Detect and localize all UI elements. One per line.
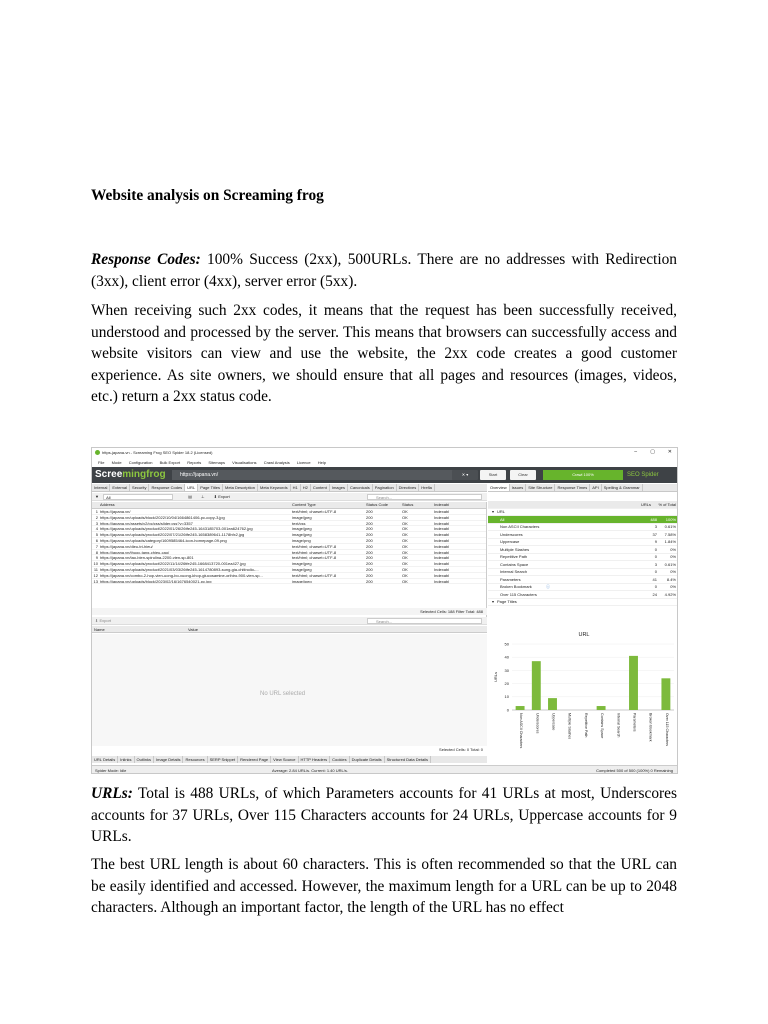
tab-external[interactable]: External: [110, 484, 130, 492]
url-issue-cell: 0%: [670, 546, 676, 552]
url-issue-cell: 0: [654, 546, 657, 552]
details-pane: [92, 626, 487, 764]
url-input[interactable]: https://japana.vn/: [172, 470, 464, 480]
menu-reports[interactable]: Reports: [187, 460, 202, 465]
url-issue-cell: 24: [652, 591, 657, 597]
url-issue-cell: 488: [650, 516, 657, 522]
table-cell: 11: [93, 566, 98, 572]
tab-view-source[interactable]: View Source: [271, 756, 298, 763]
table-cell: 5: [95, 532, 98, 538]
table-cell: Indexabl: [434, 526, 450, 532]
x-tick-label: Broken Bookmark: [648, 713, 653, 742]
x-tick-label: Internal Search: [616, 713, 621, 738]
y-axis-label: URLs: [493, 671, 498, 683]
table-cell: image/jpeg: [292, 526, 312, 532]
minimize-button[interactable]: –: [634, 449, 637, 455]
bottom-tabs: [92, 756, 487, 763]
column-header[interactable]: Status: [402, 502, 414, 507]
tab-structured-data-details[interactable]: Structured Data Details: [385, 756, 431, 763]
tab-spelling-grammar[interactable]: Spelling & Grammar: [602, 484, 643, 492]
screaming-frog-logo: Screemingfrog: [95, 469, 166, 480]
table-cell: 200: [366, 514, 373, 520]
url-issue-cell: 0.61%: [664, 561, 676, 567]
url-issue-cell: 0: [654, 554, 657, 559]
page-titles-section-header[interactable]: ▾ Page Titles: [488, 599, 678, 607]
table-cell: 4: [95, 526, 98, 532]
table-cell: https://japana.vn/uploads/block/2022/10/04/1664861406-pc-copy-3.jpg: [100, 514, 225, 520]
url-issue-cell: Underscores: [500, 531, 523, 537]
url-issue-cell: 0%: [670, 584, 676, 589]
url-issue-cell: 41: [652, 576, 657, 582]
tab-security[interactable]: Security: [130, 484, 149, 492]
table-cell: Indexabl: [434, 561, 450, 567]
logo-text-c: frog: [146, 469, 166, 480]
tab-image-details[interactable]: Image Details: [154, 756, 183, 763]
tab-serp-snippet[interactable]: SERP Snippet: [208, 756, 239, 763]
table-cell: 200: [366, 520, 373, 526]
table-cell: Indexabl: [434, 555, 450, 561]
tab-h2[interactable]: H2: [301, 484, 311, 492]
table-cell: 200: [366, 578, 373, 584]
y-tick-label: 30: [504, 667, 509, 673]
table-cell: image/jpeg: [292, 566, 312, 572]
table-cell: OK: [402, 537, 408, 543]
table-cell: 3: [95, 520, 98, 526]
frog-app-icon: [95, 450, 100, 455]
table-cell: OK: [402, 572, 408, 578]
table-cell: OK: [402, 514, 408, 520]
url-issue-cell: Repetitive Path: [500, 554, 528, 559]
search-input[interactable]: Search...: [367, 494, 482, 500]
table-header: [92, 502, 486, 509]
table-cell: OK: [402, 543, 408, 549]
status-2xx-paragraph: When receiving such 2xx codes, it means that the request has been successfully received, understood and processed by the server. This means that browsers can successfully access and website visitors can view and use the website, the 2xx code creates a good customer experience. As site owners, we should ensure that all pages and resources (images, videos, etc.) return a 2xx status code.: [91, 302, 677, 406]
url-issue-cell: Broken Bookmark: [500, 584, 532, 589]
tab-meta-description[interactable]: Meta Description: [223, 484, 258, 492]
table-cell: 12: [93, 572, 98, 578]
menu-sitemaps[interactable]: Sitemaps: [208, 460, 226, 465]
url-issue-cell: Contains Space: [500, 561, 529, 567]
table-cell: image/jpeg: [292, 561, 312, 566]
table-row[interactable]: [92, 579, 486, 585]
table-cell: Indexabl: [434, 514, 450, 520]
response-codes-label: Response Codes:: [91, 251, 201, 268]
start-button[interactable]: Start: [480, 470, 506, 480]
table-cell: https://japana.vn/uploads/block/2023/02/16/1676540021-pc.jpg: [100, 578, 212, 584]
table-cell: 200: [366, 566, 373, 572]
menu-file[interactable]: File: [98, 460, 105, 465]
selected-cells-bar: Selected Cells: 188 Filter Total: 488: [92, 608, 487, 615]
menu-licence[interactable]: Licence: [296, 460, 311, 465]
menu-bar: [92, 458, 677, 467]
column-header[interactable]: Content Type: [292, 502, 316, 507]
logo-text-b: ming: [122, 469, 147, 480]
url-issue-list: [488, 516, 678, 599]
table-cell: text/css: [292, 520, 306, 526]
tab-overview[interactable]: Overview: [488, 484, 510, 492]
table-cell: text/html; charset=UTF-8: [292, 572, 337, 578]
table-cell: Indexabl: [434, 572, 450, 578]
url-issue-cell: 0: [654, 569, 657, 574]
url-issue-cell: 0.61%: [664, 524, 676, 529]
table-cell: OK: [402, 526, 408, 532]
table-cell: 9: [95, 555, 98, 561]
tab-resources[interactable]: Resources: [183, 756, 207, 763]
tab-images[interactable]: Images: [330, 484, 348, 492]
url-issue-cell: Uppercase: [500, 539, 520, 544]
table-cell: text/html; charset=UTF-8: [292, 555, 337, 561]
table-cell: Indexabl: [434, 543, 450, 549]
bar: [629, 656, 638, 710]
table-cell: Indexabl: [434, 566, 450, 572]
column-header[interactable]: Status Code: [366, 502, 389, 507]
tab-directives[interactable]: Directives: [397, 484, 420, 492]
bar: [548, 698, 557, 710]
y-tick-label: 20: [504, 681, 509, 686]
table-cell: Indexabl: [434, 537, 450, 543]
menu-help[interactable]: Help: [317, 460, 326, 465]
tab-hreflang[interactable]: Hrefla: [419, 484, 435, 492]
table-cell: https://japana.vn/thuoc-tang-chieu-cao/: [100, 549, 170, 555]
x-tick-label: Multiple Slashes: [567, 713, 572, 740]
urls-paragraph: [91, 783, 677, 848]
tab-url[interactable]: URL: [185, 484, 198, 492]
tab-pagination[interactable]: Pagination: [373, 484, 397, 492]
column-header[interactable]: Value: [188, 627, 198, 632]
table-cell: OK: [402, 561, 408, 567]
table-cell: 200: [366, 561, 373, 567]
url-issue-cell: 37: [652, 531, 657, 537]
url-issue-cell: 3: [654, 524, 657, 529]
tab-page-titles[interactable]: Page Titles: [198, 484, 223, 492]
lower-export-button[interactable]: Export: [99, 618, 112, 623]
url-section-header[interactable]: ▾ URL: [488, 509, 678, 517]
table-cell: 200: [366, 509, 373, 514]
menu-bulk-export[interactable]: Bulk Export: [159, 460, 181, 465]
table-cell: OK: [402, 520, 408, 526]
x-tick-label: Uppercase: [551, 713, 556, 731]
filter-select[interactable]: All: [103, 494, 173, 500]
tab-inlinks[interactable]: Inlinks: [118, 756, 134, 763]
table-cell: image/png: [292, 537, 311, 543]
lower-export-icon: ⬇: [95, 618, 99, 623]
right-tabs: [488, 484, 678, 492]
url-dropdown-button[interactable]: ✕ ▾: [452, 470, 478, 480]
table-cell: https://japana.vn/: [100, 509, 131, 514]
window-title: https-japana-vn - Screaming Frog SEO Spider 18.2 (Licensed): [102, 450, 213, 455]
url-length-paragraph: The best URL length is about 60 characters. This is often recommended so that the URL can be easily identified and accessed. However, the maximum length for a URL can be up to 2048 characters. Although an important factor, the length of the URL has no effect: [91, 856, 677, 917]
details-header: [92, 626, 487, 633]
tab-response-codes[interactable]: Response Codes: [149, 484, 185, 492]
table-cell: 200: [366, 549, 373, 555]
table-cell: https://japana.vn/uploads/category/1609585464-icon-homepage-09.png: [100, 537, 227, 543]
column-header: % of Total: [658, 501, 676, 507]
x-tick-label: Over 115 Characters: [664, 713, 669, 747]
tab-issues[interactable]: Issues: [510, 484, 527, 492]
main-tabs: [92, 484, 487, 492]
table-cell: OK: [402, 509, 408, 514]
clear-button[interactable]: Clear: [510, 470, 536, 480]
y-tick-label: 0: [506, 707, 509, 713]
chevron-down-icon: ▾: [492, 599, 495, 604]
table-cell: image/jpeg: [292, 578, 312, 584]
bar: [661, 678, 670, 710]
table-cell: Indexabl: [434, 532, 450, 538]
table-cell: Indexabl: [434, 520, 450, 526]
table-cell: OK: [402, 549, 408, 555]
x-tick-label: Non ASCII Characters: [519, 713, 524, 749]
table-cell: 200: [366, 526, 373, 532]
view-list-icon[interactable]: ▤: [188, 494, 192, 499]
tab-canonicals[interactable]: Canonicals: [348, 484, 373, 492]
x-tick-label: Underscores: [535, 713, 540, 734]
table-cell: https://japana.vn/uploads/product/2021/03/03/26tfe245-1614780893-sung-gia-chitinolio-...: [100, 566, 259, 572]
info-icon[interactable]: ⓘ: [546, 584, 550, 589]
bar: [597, 706, 606, 710]
bar: [532, 661, 541, 710]
tab-cookies[interactable]: Cookies: [330, 756, 349, 763]
url-issue-cell: 7.58%: [664, 531, 676, 537]
tab-outlinks[interactable]: Outlinks: [135, 756, 154, 763]
table-cell: image/jpeg: [292, 514, 312, 520]
column-header: URLs: [640, 501, 651, 507]
close-button[interactable]: ✕: [667, 449, 672, 455]
table-cell: 6: [95, 537, 98, 543]
url-issue-cell: Over 115 Characters: [500, 591, 537, 597]
menu-configuration[interactable]: Configuration: [128, 460, 153, 465]
x-tick-label: Contains Space: [600, 713, 605, 739]
table-cell: text/html; charset=UTF-8: [292, 543, 337, 549]
y-tick-label: 10: [504, 694, 509, 700]
url-issue-cell: Internal Search: [500, 569, 528, 574]
tab-content[interactable]: Content: [311, 484, 330, 492]
table-cell: image/jpeg: [292, 532, 312, 537]
tab-h1[interactable]: H1: [291, 484, 301, 492]
filter-icon: ▼: [95, 494, 99, 499]
url-bar-chart: [488, 626, 678, 763]
crawl-progress: Crawl 100%: [543, 470, 623, 480]
logo-text-a: Scre: [95, 469, 117, 480]
url-issue-cell: All: [500, 516, 505, 522]
url-chart: [488, 626, 678, 763]
table-cell: 10: [93, 561, 98, 567]
lower-search-input[interactable]: Search...: [367, 618, 482, 624]
url-table: [92, 502, 487, 622]
tab-response-times[interactable]: Response Times: [555, 484, 590, 492]
url-issue-cell: Multiple Slashes: [500, 546, 530, 552]
selected-cells-lower: Selected Cells: 0 Total: 0: [439, 747, 483, 752]
table-cell: 200: [366, 555, 373, 561]
tab-internal[interactable]: Internal: [92, 484, 110, 492]
table-cell: https://japana.vn/combo-2-hop-vien-uong-bo-xuong-khop-glucosamine-orihiro-900-vien-sp...: [100, 572, 263, 578]
table-cell: https://japana.vn/assets/v2/pc/css/slider.css?v=3357: [100, 520, 193, 526]
table-cell: 8: [95, 549, 98, 555]
document-title: Website analysis on Screaming frog: [91, 187, 324, 204]
status-bar: [92, 765, 677, 774]
x-tick-label: Parameters: [632, 713, 637, 732]
table-cell: Indexabl: [434, 509, 450, 514]
tab-url-details[interactable]: URL Details: [92, 756, 118, 763]
url-issue-cell: 1.84%: [664, 539, 676, 544]
window-title-bar: [92, 448, 677, 458]
table-cell: 2: [95, 514, 98, 520]
crawl-speed: Average: 2.84 URL/s. Current: 1.40 URL/s.: [272, 768, 348, 773]
column-header[interactable]: Address: [100, 502, 115, 507]
table-cell: 200: [366, 572, 373, 578]
lower-filter-bar: [92, 617, 487, 625]
urls-label: URLs:: [91, 785, 133, 802]
table-cell: text/html; charset=UTF-8: [292, 549, 337, 555]
table-cell: 1: [95, 509, 98, 514]
url-issue-cell: 0%: [670, 554, 676, 559]
crawl-completion: Completed 500 of 500 (100%) 0 Remaining: [596, 768, 673, 773]
urls-text: Total is 488 URLs, of which Parameters accounts for 41 URLs at most, Underscores accounts for 37 URLs, Over 115 Characters accounts for 24 URLs, Uppercase accounts for 9 URLs.: [91, 785, 677, 846]
spider-mode: Spider Mode: Idle: [95, 768, 127, 773]
response-codes-text: 100% Success (2xx), 500URLs. There are no addresses with Redirection (3xx), client error (4xx), server error (5xx).: [91, 251, 678, 290]
url-issue-cell: 9: [654, 539, 657, 544]
table-cell: 200: [366, 537, 373, 543]
menu-mode[interactable]: Mode: [111, 460, 122, 465]
table-cell: 7: [95, 543, 98, 549]
filter-bar: [92, 493, 487, 501]
y-tick-label: 50: [504, 641, 509, 647]
overview-panel: [488, 501, 678, 630]
export-icon: ⬇: [213, 494, 218, 499]
table-cell: https://japana.vn/uploads/product/2022/07/21/26tfe245-1658389641-1178hfx2.jpg: [100, 532, 245, 537]
chevron-down-icon: ▾: [492, 509, 495, 514]
table-cell: https://japana.vn/uploads/product/2022/01/26/26tfe245-1643185703-001ea624762.jpg: [100, 526, 253, 532]
table-cell: OK: [402, 532, 408, 538]
table-cell: https://japana.vn/dieu-tri-hieu/: [100, 543, 153, 549]
y-tick-label: 40: [504, 654, 509, 660]
table-cell: OK: [402, 555, 408, 561]
chart-title: URL: [578, 632, 590, 638]
column-header[interactable]: Indexabi: [434, 502, 450, 507]
table-cell: Indexabl: [434, 578, 450, 584]
table-cell: OK: [402, 578, 408, 584]
url-issue-cell: 4.92%: [664, 591, 676, 597]
maximize-button[interactable]: ▢: [650, 449, 655, 455]
tab-duplicate-details[interactable]: Duplicate Details: [350, 756, 385, 763]
tab-meta-keywords[interactable]: Meta Keywords: [258, 484, 291, 492]
tab-http-headers[interactable]: HTTP Headers: [299, 756, 331, 763]
view-tree-icon[interactable]: ⊥: [201, 494, 205, 499]
export-button[interactable]: Export: [218, 494, 230, 499]
column-header[interactable]: [92, 502, 100, 508]
table-cell: 200: [366, 543, 373, 549]
no-url-message: No URL selected: [260, 691, 306, 697]
tab-api[interactable]: API: [590, 484, 601, 492]
column-header[interactable]: Name: [94, 627, 105, 632]
table-cell: OK: [402, 566, 408, 572]
x-tick-label: Repetitive Path: [583, 713, 588, 738]
tab-site-structure[interactable]: Site Structure: [526, 484, 555, 492]
tab-rendered-page[interactable]: Rendered Page: [238, 756, 271, 763]
table-cell: 13: [93, 578, 98, 584]
url-issue-row[interactable]: [488, 584, 678, 592]
url-issue-cell: Non ASCII Characters: [500, 524, 540, 529]
menu-visualisations[interactable]: Visualisations: [232, 460, 257, 465]
url-issue-cell: 100%: [665, 516, 676, 522]
menu-crawl-analysis[interactable]: Crawl Analysis: [263, 460, 290, 465]
screaming-frog-screenshot: [91, 447, 678, 774]
table-cell: text/html; charset=UTF-8: [292, 509, 337, 514]
url-issue-cell: 3: [654, 561, 657, 567]
url-issue-cell: Parameters: [500, 576, 521, 582]
url-issue-cell: 0: [654, 584, 657, 589]
seo-spider-label: SEO Spider: [627, 472, 659, 478]
table-cell: 200: [366, 532, 373, 538]
url-issue-cell: 0%: [670, 569, 676, 574]
url-issue-cell: 8.4%: [666, 576, 676, 582]
table-body: [92, 509, 486, 584]
table-cell: Indexabl: [434, 549, 450, 555]
response-codes-paragraph: [91, 249, 677, 292]
table-cell: https://japana.vn/uploads/product/2022/11/14/26tfe245-1668413720-001ea427.jpg: [100, 561, 246, 566]
table-cell: https://japana.vn/tao-bien-spirulina-2200-vien-sp-801: [100, 555, 194, 561]
bar: [516, 706, 525, 710]
